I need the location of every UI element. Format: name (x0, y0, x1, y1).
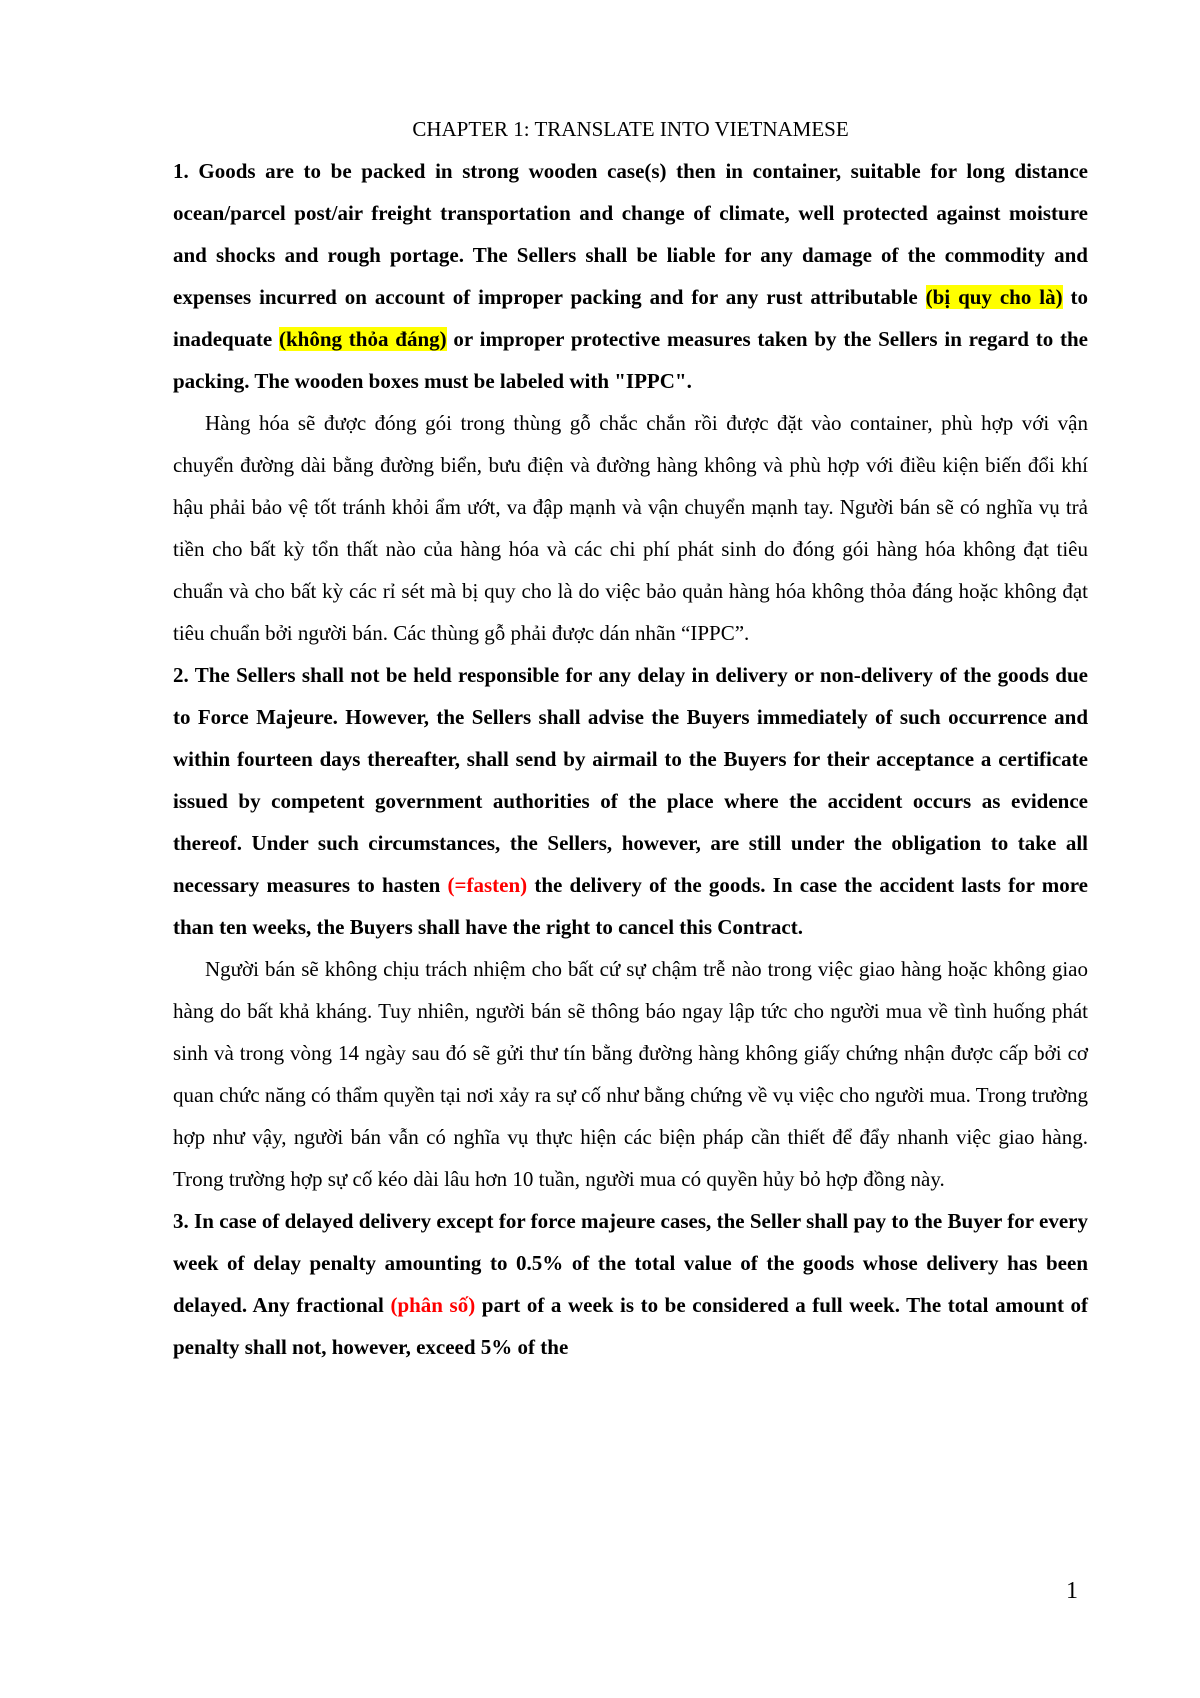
text-span: 2. The Sellers shall not be held responsible for any delay in delivery or non-delivery of the goods due to Force Majeure. However, the Sellers shall advise the Buyers immediately of such occurrence and within fourteen days thereafter, shall send by airmail to the Buyers for their acceptance a certificate issued by competent government authorities of the place where the accident occurs as evidence thereof. Under such circumstances, the Sellers, however, are still under the obligation to take all necessary measures to hasten (173, 663, 1088, 897)
item-2-english (173, 654, 1088, 948)
page-number: 1 (1066, 1578, 1078, 1604)
item-3-english (173, 1200, 1088, 1368)
text-span: 3. In case of delayed delivery except for force majeure cases, the Seller shall pay to the Buyer for every week of delay penalty amounting to 0.5% of the total value of the goods whose delivery has been delayed. Any fractional (173, 1209, 1088, 1317)
red-gloss: (=fasten) (447, 873, 528, 897)
text-span: 1. Goods are to be packed in strong wooden case(s) then in container, suitable for long distance ocean/parcel post/air freight transportation and change of climate, well protected against moisture and shocks and rough portage. The Sellers shall be liable for any damage of the commodity and expenses incurred on account of improper packing and for any rust attributable (173, 159, 1088, 309)
highlighted-gloss: (không thỏa đáng) (278, 327, 447, 351)
document-page (173, 108, 1088, 1368)
item-2-vietnamese: Người bán sẽ không chịu trách nhiệm cho bất cứ sự chậm trễ nào trong việc giao hàng hoặc không giao hàng do bất khả kháng. Tuy nhiên, người bán sẽ thông báo ngay lập tức cho người mua về tình huống phát sinh và trong vòng 14 ngày sau đó sẽ gửi thư tín bằng đường hàng không giấy chứng nhận được cấp bởi cơ quan chức năng có thẩm quyền tại nơi xảy ra sự cố như bằng chứng về vụ việc cho người mua. Trong trường hợp như vậy, người bán vẫn có nghĩa vụ thực hiện các biện pháp cần thiết để đẩy nhanh việc giao hàng. Trong trường hợp sự cố kéo dài lâu hơn 10 tuần, người mua có quyền hủy bỏ hợp đồng này. (173, 957, 1088, 1191)
item-1-vietnamese: Hàng hóa sẽ được đóng gói trong thùng gỗ chắc chắn rồi được đặt vào container, phù hợp với vận chuyển đường dài bằng đường biển, bưu điện và đường hàng không và phù hợp với điều kiện biến đổi khí hậu phải bảo vệ tốt tránh khỏi ẩm ướt, va đập mạnh và vận chuyển mạnh tay. Người bán sẽ có nghĩa vụ trả tiền cho bất kỳ tổn thất nào của hàng hóa và các chi phí phát sinh do đóng gói hàng hóa không đạt tiêu chuẩn và cho bất kỳ các rỉ sét mà bị quy cho là do việc bảo quản hàng hóa không thỏa đáng hoặc không đạt tiêu chuẩn bởi người bán. Các thùng gỗ phải được dán nhãn “IPPC”. (173, 411, 1088, 645)
text-span: the delivery of the goods. In case the accident lasts for more than ten weeks, the Buyers shall have the right to cancel this Contract. (173, 873, 1088, 939)
red-gloss: (phân số) (390, 1293, 476, 1317)
highlighted-gloss: (bị quy cho là) (925, 285, 1063, 309)
text-span: or improper protective measures taken by the Sellers in regard to the packing. The wooden boxes must be labeled with "IPPC". (173, 327, 1088, 393)
text-span: part of a week is to be considered a full week. The total amount of penalty shall not, however, exceed 5% of the (173, 1293, 1088, 1359)
chapter-title: CHAPTER 1: TRANSLATE INTO VIETNAMESE (412, 117, 849, 141)
item-1-english (173, 150, 1088, 402)
text-span: to inadequate (173, 285, 1089, 351)
